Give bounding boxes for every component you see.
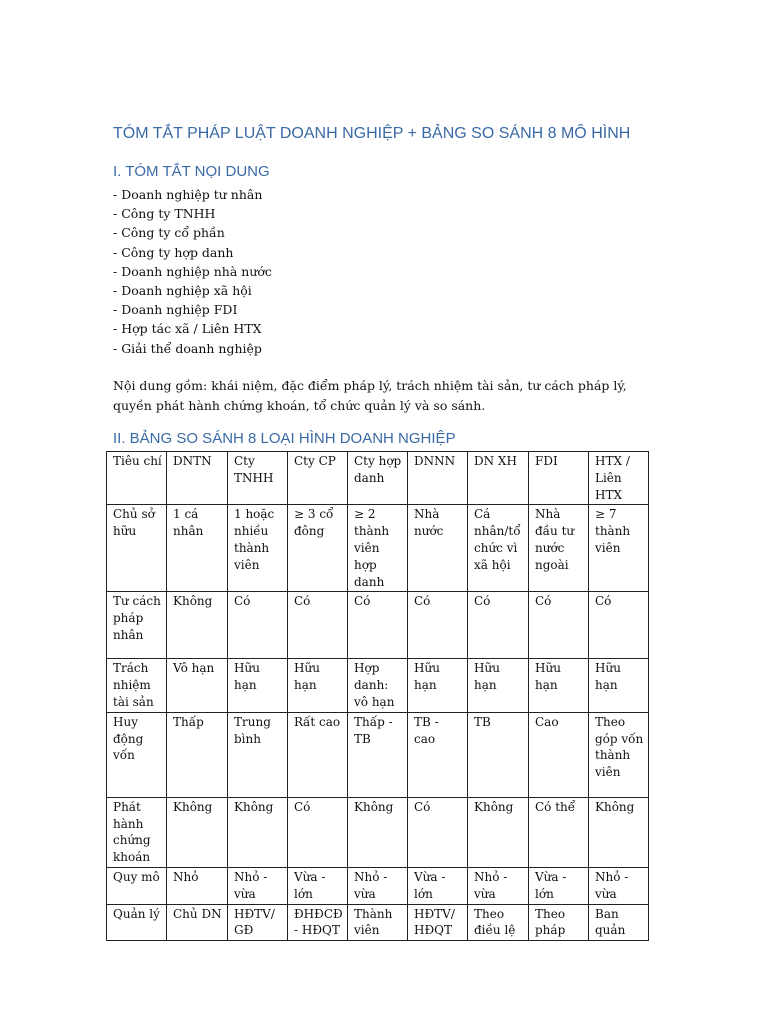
table-cell: Có (408, 592, 468, 659)
table-cell: Nhỏ - vừa (228, 867, 288, 904)
table-cell: Trung bình (228, 712, 288, 797)
table-row-label: Quản lý (107, 904, 167, 941)
table-cell: Có (348, 592, 408, 659)
table-cell: ≥ 2 thành viên hợp danh (348, 505, 408, 592)
summary-list-item: - Doanh nghiệp nhà nước (113, 263, 272, 279)
table-cell: Theo điều lệ (468, 904, 529, 941)
summary-list-item: - Doanh nghiệp FDI (113, 302, 238, 318)
table-cell: Không (589, 797, 649, 867)
table-cell: 1 hoặc nhiều thành viên (228, 505, 288, 592)
summary-list-item: - Doanh nghiệp xã hội (113, 283, 252, 299)
section-heading-summary: I. TÓM TẮT NỌI DUNG (113, 163, 270, 180)
table-row-label: Trách nhiệm tài sản (107, 659, 167, 712)
table-cell: Thấp - TB (348, 712, 408, 797)
summary-list-item: - Giải thể doanh nghiệp (113, 340, 262, 356)
table-header-cell: Cty CP (288, 452, 348, 505)
table-cell: Hữu hạn (468, 659, 529, 712)
table-cell: Không (468, 797, 529, 867)
table-row-label: Quy mô (107, 867, 167, 904)
table-cell: Không (228, 797, 288, 867)
table-header-cell: DNNN (408, 452, 468, 505)
table-row (107, 592, 649, 659)
table-cell: Theo góp vốn thành viên (589, 712, 649, 797)
table-header-cell: Cty hợp danh (348, 452, 408, 505)
table-cell: Không (167, 592, 228, 659)
table-cell: ĐHĐCĐ - HĐQT (288, 904, 348, 941)
table-cell: Hữu hạn (228, 659, 288, 712)
table-row (107, 904, 649, 941)
table-row (107, 712, 649, 797)
table-row (107, 797, 649, 867)
table-cell: Vừa - lớn (408, 867, 468, 904)
table-cell: Không (167, 797, 228, 867)
table-cell: Có (288, 592, 348, 659)
summary-list-item: - Công ty hợp danh (113, 244, 234, 260)
table-cell: Có (468, 592, 529, 659)
table-header-cell: DN XH (468, 452, 529, 505)
table-row-label: Phát hành chứng khoán (107, 797, 167, 867)
table-cell: Chủ DN (167, 904, 228, 941)
table-cell: Vừa - lớn (529, 867, 589, 904)
table-row (107, 659, 649, 712)
table-cell: Cá nhân/tổ chức vì xã hội (468, 505, 529, 592)
table-row-label: Chủ sở hữu (107, 505, 167, 592)
table-cell: Có (529, 592, 589, 659)
summary-list-item: - Công ty TNHH (113, 206, 216, 222)
table-cell: Nhỏ - vừa (348, 867, 408, 904)
table-cell: Có (589, 592, 649, 659)
table-cell: Có (228, 592, 288, 659)
table-cell: Có (408, 797, 468, 867)
table-cell: TB (468, 712, 529, 797)
table-cell: Nhỏ - vừa (468, 867, 529, 904)
table-cell: Ban quản (589, 904, 649, 941)
table-header-cell: Tiêu chí (107, 452, 167, 505)
comparison-table-body (107, 452, 649, 941)
table-cell: Thấp (167, 712, 228, 797)
table-cell: Hữu hạn (529, 659, 589, 712)
table-row (107, 505, 649, 592)
table-header-cell: Cty TNHH (228, 452, 288, 505)
section-heading-comparison: II. BẢNG SO SÁNH 8 LOẠI HÌNH DOANH NGHIỆP (113, 430, 456, 447)
table-cell: Rất cao (288, 712, 348, 797)
table-header-cell: HTX / Liên HTX (589, 452, 649, 505)
comparison-table (106, 451, 649, 941)
summary-list-item: - Doanh nghiệp tư nhân (113, 187, 263, 202)
table-cell: HĐTV/ HĐQT (408, 904, 468, 941)
table-cell: TB - cao (408, 712, 468, 797)
table-row (107, 867, 649, 904)
table-cell: HĐTV/ GĐ (228, 904, 288, 941)
table-cell: Cao (529, 712, 589, 797)
table-cell: Hữu hạn (589, 659, 649, 712)
table-cell: Nhà nước (408, 505, 468, 592)
summary-list-item: - Công ty cổ phần (113, 225, 225, 241)
document-title: TÓM TẮT PHÁP LUẬT DOANH NGHIỆP + BẢNG SO SÁNH 8 MÔ HÌNH (113, 125, 631, 142)
table-cell: Hợp danh: vô hạn (348, 659, 408, 712)
table-cell: Nhà đầu tư nước ngoài (529, 505, 589, 592)
table-cell: Vô hạn (167, 659, 228, 712)
table-row-label: Tư cách pháp nhân (107, 592, 167, 659)
table-cell: ≥ 7 thành viên (589, 505, 649, 592)
table-cell: ≥ 3 cổ đông (288, 505, 348, 592)
table-cell: Nhỏ - vừa (589, 867, 649, 904)
table-header-row (107, 452, 649, 505)
table-cell: Theo pháp (529, 904, 589, 941)
table-cell: Có thể (529, 797, 589, 867)
table-header-cell: FDI (529, 452, 589, 505)
table-cell: Có (288, 797, 348, 867)
table-cell: Hữu hạn (288, 659, 348, 712)
table-cell: Không (348, 797, 408, 867)
table-cell: 1 cá nhân (167, 505, 228, 592)
table-row-label: Huy động vốn (107, 712, 167, 797)
content-note: Nội dung gồm: khái niệm, đặc điểm pháp lý, trách nhiệm tài sản, tư cách pháp lý, quyền phát hành chứng khoán, tổ chức quản lý và so sánh. (113, 378, 627, 413)
table-cell: Vừa - lớn (288, 867, 348, 904)
table-cell: Thành viên (348, 904, 408, 941)
summary-list (113, 185, 272, 358)
table-cell: Nhỏ (167, 867, 228, 904)
table-header-cell: DNTN (167, 452, 228, 505)
table-cell: Hữu hạn (408, 659, 468, 712)
summary-list-item: - Hợp tác xã / Liên HTX (113, 321, 262, 337)
